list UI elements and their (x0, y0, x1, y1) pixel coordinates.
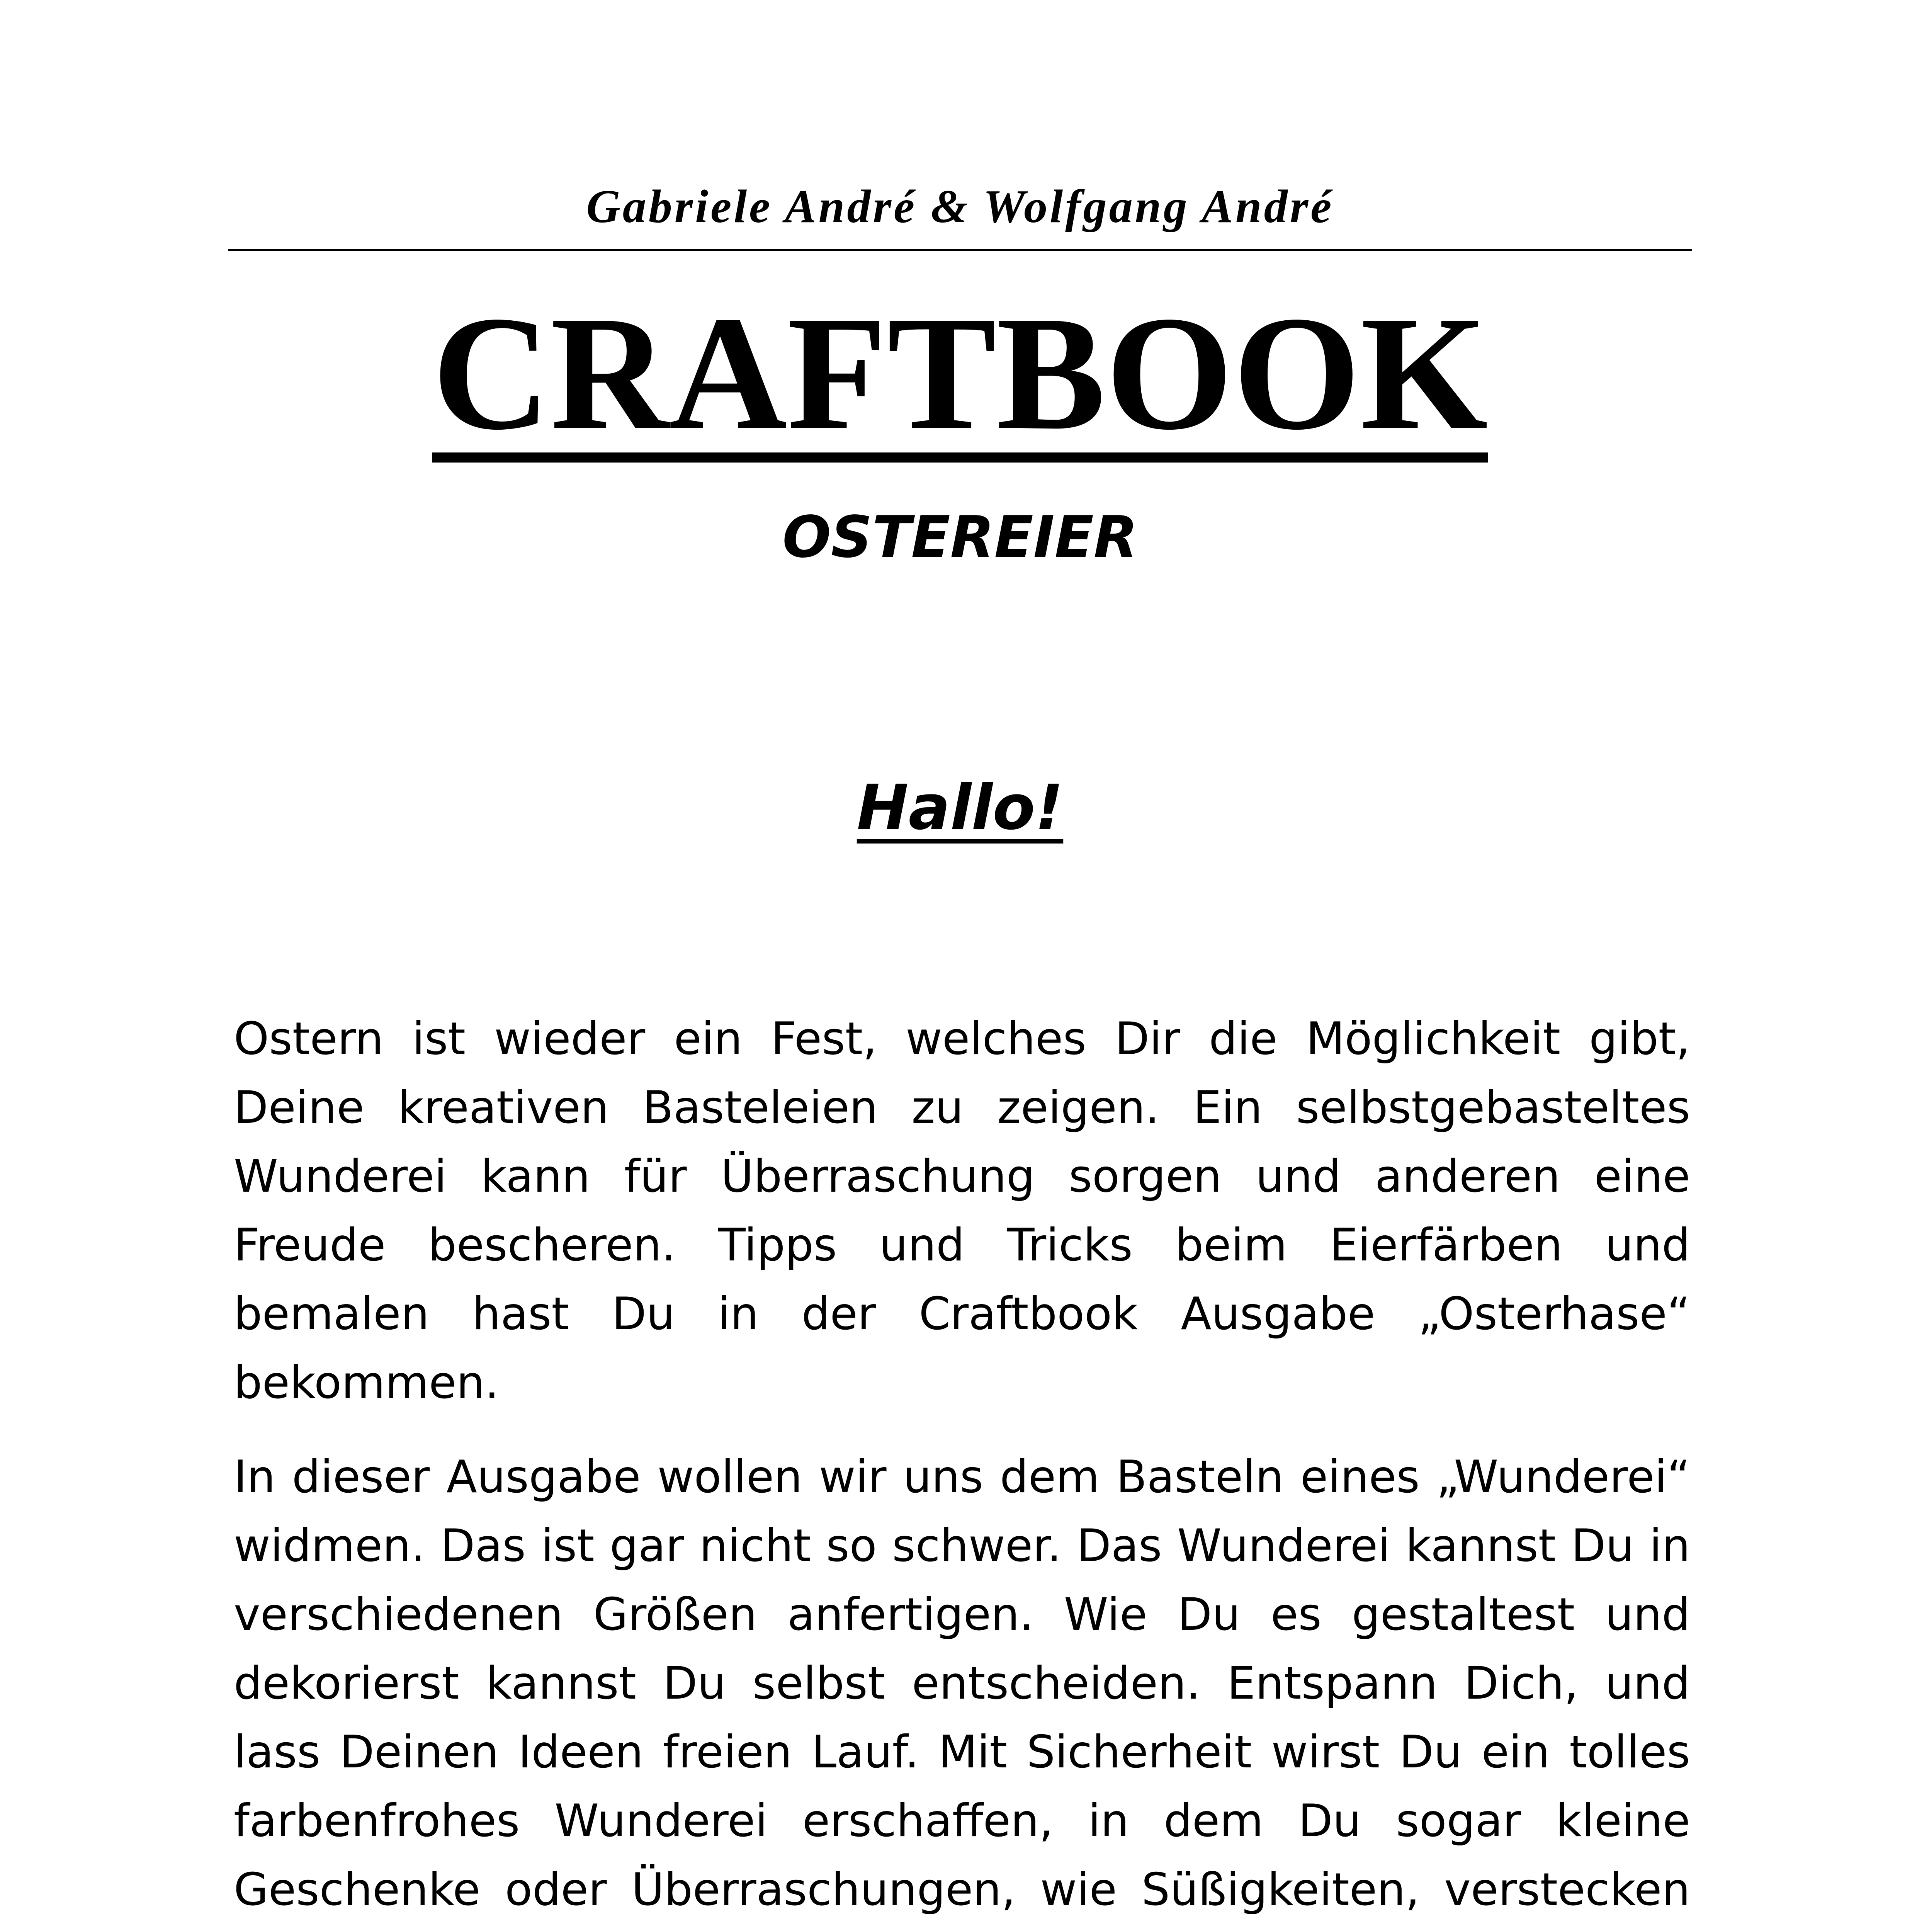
greeting-heading (228, 765, 1692, 850)
book-subtitle: OSTEREIER (782, 504, 1138, 570)
paragraph-intro: Ostern ist wieder ein Fest, welches Dir die Möglichkeit gibt, Deine kreativen Basteleien zu zeigen. Ein selbstgebasteltes Wunderei kann für Überraschung sorgen und anderen eine Freude bescheren. Tipps und Tricks beim Eierfärben und bemalen hast Du in der Craftbook Ausgabe „Osterhase“ bekommen. (234, 1013, 1690, 1409)
header-divider (228, 249, 1692, 251)
body-text (234, 1005, 1690, 1932)
book-title-text: CRAFTBOOK (432, 282, 1488, 464)
book-title (228, 282, 1692, 464)
greeting-text: Hallo! (857, 771, 1064, 844)
authors-header: Gabriele André & Wolfgang André (586, 180, 1334, 233)
paragraph-wunderei: In dieser Ausgabe wollen wir uns dem Basteln eines „Wunderei“ widmen. Das ist gar nicht so schwer. Das Wunderei kannst Du in verschiedenen Größen anfertigen. Wie Du es gestaltest und dekorierst kannst Du selbst entscheiden. Entspann Dich, und lass Deinen Ideen freien Lauf. Mit Sicherheit wirst Du ein tolles farbenfrohes Wunderei erschaffen, in dem Du sogar kleine Geschenke oder Überraschungen, wie Süßigkeiten, verstecken (234, 1451, 1690, 1916)
